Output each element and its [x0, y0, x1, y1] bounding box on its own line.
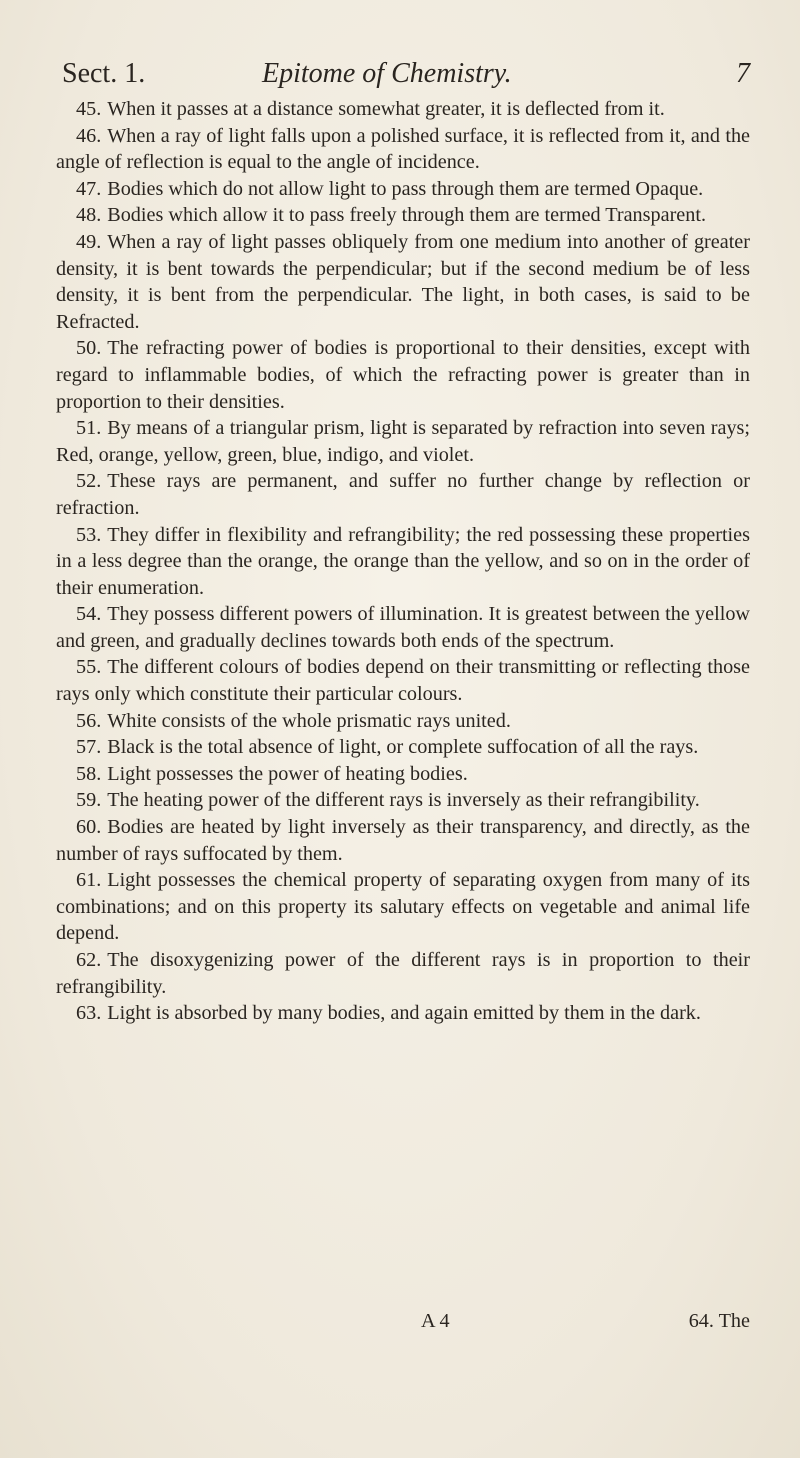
paragraph-text: When it passes at a distance somewhat greater, it is deflected from it. [107, 98, 665, 120]
paragraph-text: The heating power of the different rays is inversely as their refrangibility. [107, 789, 700, 812]
paragraph-number: 50. [76, 337, 102, 360]
paragraph-text: Bodies which allow it to pass freely through them are termed Transparent. [107, 204, 706, 227]
paragraph-text: By means of a triangular prism, light is separated by refraction into seven rays; Red, orange, yellow, green, blue, indigo, and violet. [56, 417, 750, 466]
paragraph-number: 51. [76, 417, 102, 440]
paragraph [56, 415, 750, 468]
paragraph-text: Bodies which do not allow light to pass through them are termed Opaque. [107, 177, 704, 200]
paragraph-text: Light possesses the chemical property of separating oxygen from many of its combinations; and on this property its salutary effects on vegetable and animal life depend. [56, 869, 750, 945]
paragraph-text: When a ray of light passes obliquely from one medium into another of greater density, it is bent towards the perpendicular; but if the second medium be of less density, it is bent from the perpendicular. The light, in both cases, is said to be Refracted. [56, 230, 750, 333]
paragraph-text: The disoxygenizing power of the different rays is in proportion to their refrangibility. [56, 949, 750, 998]
paragraph-text: Light is absorbed by many bodies, and again emitted by them in the dark. [107, 1002, 701, 1025]
paragraph-text: The refracting power of bodies is proportional to their densities, except with regard to inflammable bodies, of which the refracting power is greater than in proportion to their densities. [56, 337, 750, 413]
paragraph-number: 59. [76, 789, 102, 812]
paragraph-number: 62. [76, 949, 102, 971]
signature-mark: A 4 [421, 1310, 450, 1332]
paragraph [56, 867, 750, 947]
paragraph-number: 58. [76, 762, 102, 785]
paragraph [56, 123, 750, 176]
paragraph-text: When a ray of light falls upon a polished surface, it is reflected from it, and the angle of reflection is equal to the angle of incidence. [56, 124, 750, 174]
paragraph-number: 54. [76, 603, 102, 626]
paragraph [56, 734, 750, 761]
paragraph-number: 45. [76, 98, 102, 120]
section-label: Sect. 1. [62, 58, 146, 89]
paragraph-text: Light possesses the power of heating bodies. [107, 762, 468, 785]
running-header [60, 52, 750, 96]
paragraph [56, 601, 750, 654]
paragraph-text: Black is the total absence of light, or complete suffocation of all the rays. [107, 736, 699, 759]
paragraph-number: 63. [76, 1002, 102, 1025]
paragraph-text: The different colours of bodies depend on their transmitting or reflecting those rays only which constitute their particular colours. [56, 656, 750, 706]
body-text [56, 96, 750, 1027]
paragraph [56, 654, 750, 707]
paragraph-number: 46. [76, 124, 102, 147]
paragraph-number: 52. [76, 470, 102, 493]
running-title: Epitome of Chemistry. [262, 58, 512, 89]
paragraph-text: These rays are permanent, and suffer no further change by reflection or refraction. [56, 470, 750, 519]
paragraph-number: 49. [76, 230, 102, 253]
page-number: 7 [736, 58, 750, 89]
paragraph-text: White consists of the whole prismatic rays united. [107, 709, 511, 732]
paragraph-number: 48. [76, 204, 102, 227]
paragraph-text: Bodies are heated by light inversely as their transparency, and directly, as the number of rays suffocated by them. [56, 816, 750, 865]
paragraph [56, 814, 750, 867]
paragraph [56, 522, 750, 602]
paragraph-number: 53. [76, 523, 102, 546]
paragraph [56, 708, 750, 735]
paragraph [56, 468, 750, 521]
paragraph [56, 96, 750, 123]
paragraph [56, 229, 750, 335]
paragraph [56, 761, 750, 788]
paragraph-number: 60. [76, 816, 102, 839]
paragraph [56, 202, 750, 229]
paragraph-number: 61. [76, 869, 102, 892]
paragraph-text: They differ in flexibility and refrangibility; the red possessing these properties in a less degree than the orange, the orange than the yellow, and so on in the order of their enumeration. [56, 523, 750, 599]
paragraph [56, 947, 750, 1000]
paragraph [56, 335, 750, 415]
paragraph-number: 47. [76, 177, 102, 200]
catchword: 64. The [688, 1310, 750, 1332]
paragraph [56, 1000, 750, 1027]
paragraph-text: They possess different powers of illumination. It is greatest between the yellow and green, and gradually declines towards both ends of the spectrum. [56, 603, 750, 652]
paragraph-number: 55. [76, 656, 102, 679]
paragraph-number: 57. [76, 736, 102, 759]
page-footer [56, 1306, 750, 1336]
paragraph-number: 56. [76, 709, 102, 732]
paragraph [56, 176, 750, 203]
paragraph [56, 787, 750, 814]
